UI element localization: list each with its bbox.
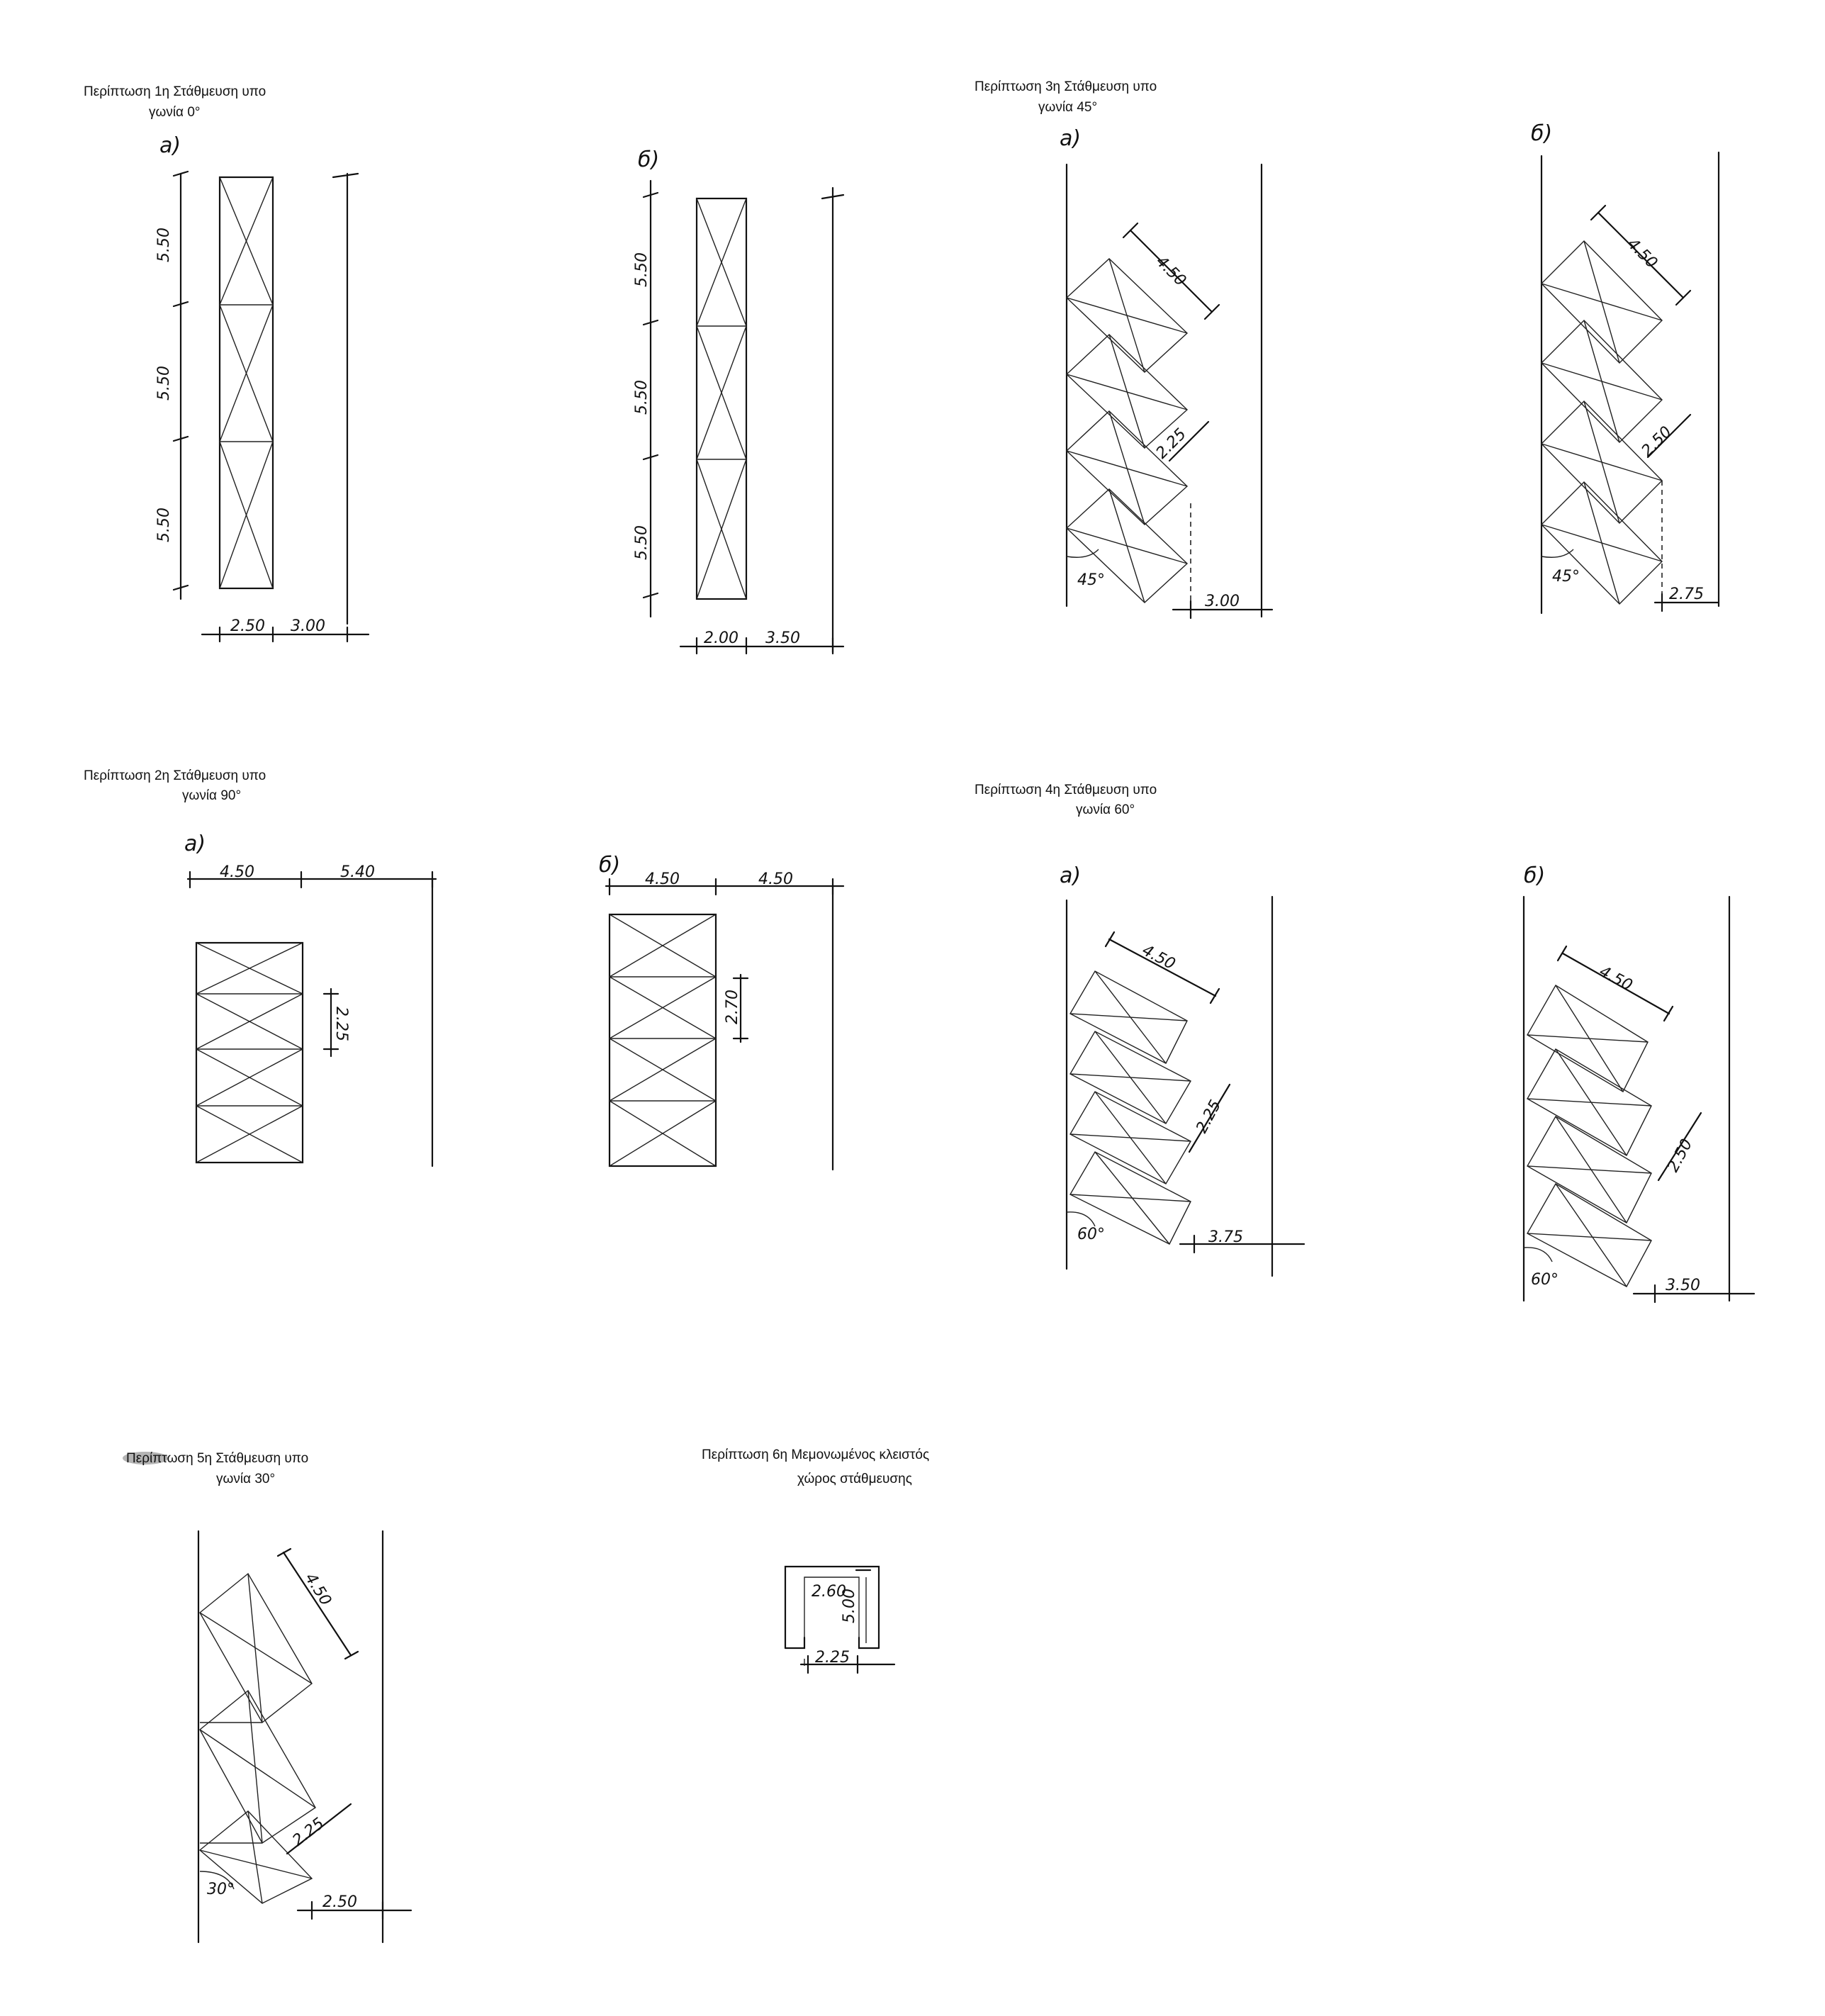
case-4b-label: б) (1524, 863, 1546, 888)
case-1b-label: б) (638, 147, 660, 172)
case-1a-width-stall: 2.50 (230, 617, 265, 635)
case-2a-aisle: 5.40 (340, 863, 375, 881)
case-2b-drawing (599, 853, 843, 1170)
case-1-title: Περίπτωση 1η Στάθμευση υπο (84, 84, 266, 99)
case-1a-width-aisle: 3.00 (291, 617, 325, 635)
case-5-length: 4.50 (301, 1569, 335, 1609)
case-1-subtitle: γωνία 0° (149, 105, 201, 120)
case-4b-length: 4.50 (1596, 963, 1636, 995)
case-4-subtitle: γωνία 60° (1076, 802, 1135, 817)
case-2-subtitle: γωνία 90° (182, 788, 242, 803)
case-4b-angle: 60° (1531, 1271, 1559, 1289)
case-6-drawing (785, 1567, 894, 1673)
case-2a-label: a) (184, 831, 206, 856)
case-4-title: Περίπτωση 4η Στάθμευση υπο (975, 783, 1157, 797)
case-3a-label: a) (1060, 126, 1082, 151)
case-3a-width: 2.25 (1152, 425, 1190, 463)
case-4a-aisle: 3.75 (1208, 1228, 1243, 1246)
case-5-title: Περίπτωση 5η Στάθμευση υπο (126, 1451, 309, 1466)
case-5-drawing (198, 1531, 411, 1942)
case-5-aisle: 2.50 (322, 1893, 357, 1911)
case-4b-width: 2.50 (1664, 1136, 1697, 1175)
case-3a-drawing (1060, 126, 1272, 618)
case-3b-width: 2.50 (1638, 422, 1675, 461)
case-1a-length-3: 5.50 (155, 508, 173, 542)
case-3b-angle: 45° (1552, 568, 1580, 586)
case-1a-length-2: 5.50 (155, 366, 173, 401)
case-4a-label: a) (1060, 863, 1082, 888)
case-2b-width: 2.70 (724, 990, 741, 1024)
case-1a-length-1: 5.50 (155, 228, 173, 262)
case-3a-aisle: 3.00 (1205, 593, 1240, 610)
case-3-subtitle: γωνία 45° (1038, 100, 1098, 115)
case-1b-width-aisle: 3.50 (765, 629, 800, 647)
case-1b-drawing (633, 147, 843, 654)
case-6-inner-width: 2.60 (812, 1583, 846, 1601)
case-3a-angle: 45° (1077, 571, 1105, 589)
case-3b-label: б) (1531, 121, 1553, 146)
case-2a-depth: 4.50 (220, 863, 254, 881)
case-3b-drawing (1531, 121, 1719, 613)
case-4b-drawing (1524, 863, 1754, 1302)
case-6-title: Περίπτωση 6η Μεμονωμένος κλειστός (702, 1447, 930, 1462)
case-4a-angle: 60° (1077, 1226, 1105, 1243)
case-5-angle: 30° (207, 1881, 235, 1898)
case-2a-width: 2.25 (332, 1007, 350, 1041)
case-1b-length-2: 5.50 (633, 380, 651, 415)
case-4a-length: 4.50 (1139, 941, 1179, 974)
case-1b-length-1: 5.50 (633, 252, 651, 287)
case-1b-width-stall: 2.00 (704, 629, 739, 647)
case-2-title: Περίπτωση 2η Στάθμευση υπο (84, 768, 266, 783)
case-3b-length: 4.50 (1623, 235, 1661, 272)
case-3b-aisle: 2.75 (1669, 586, 1704, 603)
case-1b-length-3: 5.50 (633, 525, 651, 560)
case-6-outer-width: 2.25 (815, 1649, 850, 1667)
case-2b-label: б) (599, 853, 621, 878)
case-3a-length: 4.50 (1152, 252, 1190, 290)
case-5-width: 2.25 (289, 1814, 328, 1850)
case-6-length: 5.00 (841, 1589, 858, 1623)
case-4b-aisle: 3.50 (1666, 1277, 1700, 1294)
case-1a-drawing (155, 133, 369, 642)
case-6-subtitle: χώρος στάθμευσης (797, 1472, 912, 1486)
case-2b-depth: 4.50 (645, 870, 680, 888)
case-1a-label: a) (159, 133, 181, 158)
case-4a-drawing (1060, 863, 1304, 1276)
case-3-title: Περίπτωση 3η Στάθμευση υπο (975, 79, 1157, 94)
case-2a-drawing (184, 831, 436, 1166)
case-4a-width: 2.25 (1193, 1097, 1225, 1136)
case-2b-aisle: 4.50 (758, 870, 793, 888)
case-5-subtitle: γωνία 30° (216, 1472, 276, 1486)
